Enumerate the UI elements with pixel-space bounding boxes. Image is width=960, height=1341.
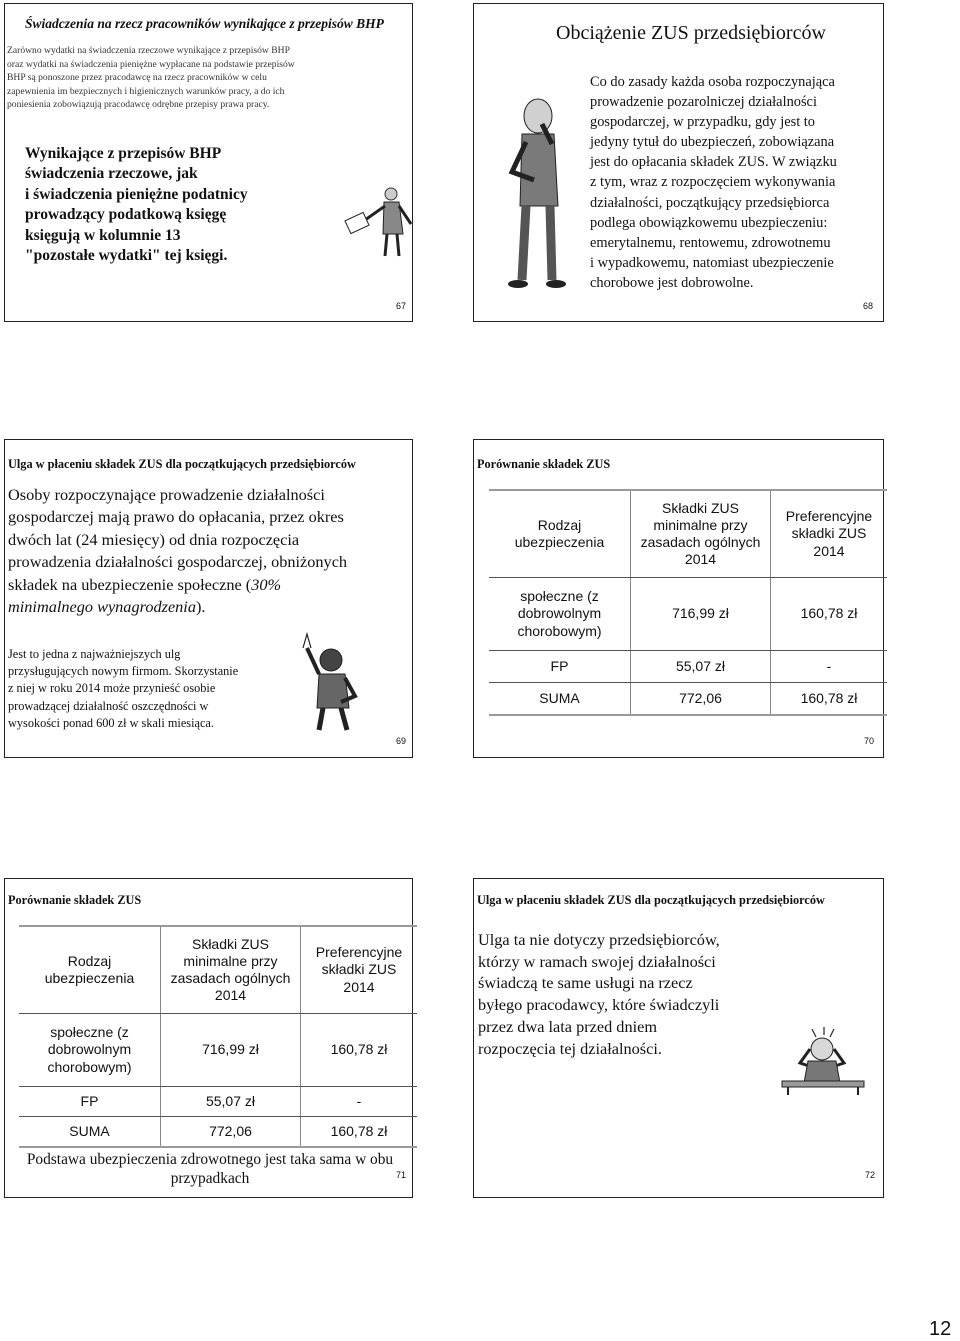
slide-67 <box>4 3 413 322</box>
slide-71 <box>4 878 413 1198</box>
body-text: Co do zasady każda osoba rozpoczynająca prowadzenie pozarolniczej działalności gospodarczej, w przypadku, gdy jest to jedyny tytuł do ubezpieczeń, zobowiązana jest do opłacania składek ZUS. W związku z tym, wraz z rozpoczęciem wykonywania działalności, początkujący przedsiębiorca podlega obowiązkowemu ubezpieczeniu: emerytalnemu, rentowemu, zdrowotnemu i wypadkowemu, natomiast ubezpieczenie chorobowe jest dobrowolne. <box>590 74 837 291</box>
slide-title: Ulga w płaceniu składek ZUS dla początkujących przedsiębiorców <box>477 893 825 907</box>
thinking-man-illustration <box>494 94 584 294</box>
slide-68 <box>473 3 884 322</box>
slide-72 <box>473 878 884 1198</box>
table-row <box>489 651 887 683</box>
table-cell: 55,07 zł <box>161 1087 301 1117</box>
table-row <box>19 1117 417 1148</box>
table-cell: FP <box>19 1087 161 1117</box>
footer-text: Podstawa ubezpieczenia zdrowotnego jest taka sama w obu przypadkach <box>26 1151 394 1187</box>
zus-comparison-table <box>489 489 887 716</box>
header-cell: Preferencyjne składki ZUS 2014 <box>771 490 888 578</box>
table-cell: 160,78 zł <box>301 1117 418 1148</box>
table-cell: społeczne (z dobrowolnym chorobowym) <box>19 1014 161 1087</box>
table-row <box>489 578 887 651</box>
header-cell: Składki ZUS minimalne przy zasadach ogólnych 2014 <box>631 490 771 578</box>
table-cell: 772,06 <box>161 1117 301 1148</box>
table-cell: społeczne (z dobrowolnym chorobowym) <box>489 578 631 651</box>
table-cell: 160,78 zł <box>301 1014 418 1087</box>
slide-title: Ulga w płaceniu składek ZUS dla początkujących przedsiębiorców <box>8 457 356 471</box>
sheet-page-number: 12 <box>929 1318 952 1340</box>
table-row <box>19 1014 417 1087</box>
header-cell: Składki ZUS minimalne przy zasadach ogólnych 2014 <box>161 926 301 1014</box>
table-cell: 55,07 zł <box>631 651 771 683</box>
slide-title: Porównanie składek ZUS <box>477 457 611 471</box>
table-cell: 160,78 zł <box>771 578 888 651</box>
body-text-plain: Osoby rozpoczynające prowadzenie działalności gospodarczej mają prawo do opłacania, przez okres dwóch lat (24 miesięcy) od dnia rozpoczęcia prowadzenia działalności gospodarczej, obniżonych składek na ubezpieczenie społeczne ( <box>8 485 348 594</box>
table-row <box>489 683 887 716</box>
header-cell: Preferencyjne składki ZUS 2014 <box>301 926 418 1014</box>
page-number: 72 <box>865 1170 876 1180</box>
table-cell: SUMA <box>489 683 631 716</box>
body-text <box>8 484 412 618</box>
table-cell: 716,99 zł <box>631 578 771 651</box>
slide-title: Świadczenia na rzecz pracowników wynikające z przepisów BHP <box>25 16 384 31</box>
table-header-row <box>489 490 887 578</box>
slide-title: Porównanie składek ZUS <box>8 893 142 907</box>
table-cell: 160,78 zł <box>771 683 888 716</box>
page-number: 68 <box>863 301 874 311</box>
note-text: Jest to jedna z najważniejszych ulg przysługujących nowym firmom. Skorzystanie z niej w roku 2014 może przynieść osobie prowadzącej działalność oszczędności w wysokości ponad 600 zł w skali miesiąca. <box>8 647 239 730</box>
table-cell: 772,06 <box>631 683 771 716</box>
table-cell: - <box>301 1087 418 1117</box>
header-cell: Rodzaj ubezpieczenia <box>19 926 161 1014</box>
header-cell: Rodzaj ubezpieczenia <box>489 490 631 578</box>
page-number: 67 <box>396 301 407 311</box>
page-number: 69 <box>396 736 407 746</box>
body-text-italic: 30% minimalnego wynagrodzenia <box>8 574 282 617</box>
presenter-illustration <box>339 184 419 259</box>
stressed-man-illustration <box>772 1025 872 1095</box>
intro-text: Zarówno wydatki na świadczenia rzeczowe wynikające z przepisów BHP oraz wydatki na świadczenia pieniężne wypłacane na podstawie przepisów BHP są ponoszone przez pracodawcę na rzecz pracowników w celu zapewnienia im bezpiecznych i higienicznych warunków pracy, a do ich poniesienia zobowiązują pracodawcę odrębne przepisy prawa pracy. <box>7 45 295 111</box>
table-cell: SUMA <box>19 1117 161 1148</box>
page-number: 71 <box>396 1170 407 1180</box>
slide-title: Obciążenie ZUS przedsiębiorców <box>556 22 826 44</box>
table-cell: 716,99 zł <box>161 1014 301 1087</box>
body-text-end: ). <box>195 597 206 617</box>
page-number: 70 <box>864 736 875 746</box>
table-row <box>19 1087 417 1117</box>
slide-70 <box>473 439 884 758</box>
table-header-row <box>19 926 417 1014</box>
slide-69 <box>4 439 413 758</box>
table-cell: - <box>771 651 888 683</box>
highlight-text: Wynikające z przepisów BHP świadczenia rzeczowe, jak i świadczenia pieniężne podatnicy prowadzący podatkową księgę księgują w kolumnie 13 "pozostałe wydatki" tej księgi. <box>25 145 248 265</box>
table-cell: FP <box>489 651 631 683</box>
zus-comparison-table <box>19 925 417 1148</box>
businessman-illustration <box>293 630 368 735</box>
body-text: Ulga ta nie dotyczy przedsiębiorców, którzy w ramach swojej działalności świadczą te same usługi na rzecz byłego pracodawcy, które świadczyli przez dwa lata przed dniem rozpoczęcia tej działalności. <box>478 930 720 1058</box>
